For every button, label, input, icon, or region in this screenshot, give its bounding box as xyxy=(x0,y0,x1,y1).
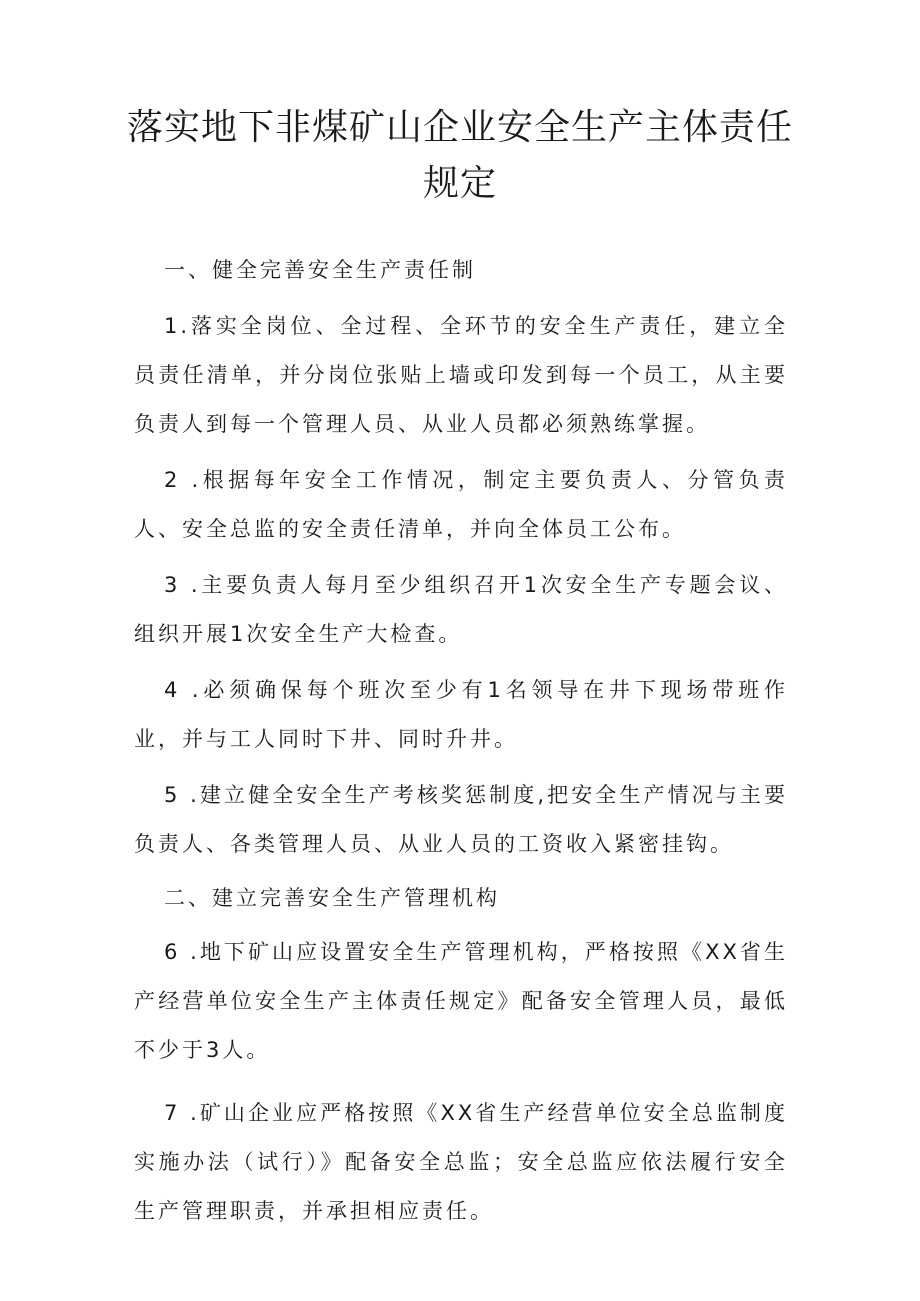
paragraph: 2 .根据每年安全工作情况，制定主要负责人、分管负责人、安全总监的安全责任清单，并向全体员工公布。 xyxy=(134,468,788,541)
paragraph: 4 .必须确保每个班次至少有1名领导在井下现场带班作业，并与工人同时下井、同时升井。 xyxy=(134,678,788,751)
paragraph: 5 .建立健全安全生产考核奖惩制度,把安全生产情况与主要负责人、各类管理人员、从业人员的工资收入紧密挂钩。 xyxy=(134,783,788,856)
paragraph: 3 .主要负责人每月至少组织召开1次安全生产专题会议、组织开展1次安全生产大检查。 xyxy=(134,573,788,646)
section-heading: 二、建立完善安全生产管理机构 xyxy=(164,886,500,910)
paragraph: 1.落实全岗位、全过程、全环节的安全生产责任，建立全员责任清单，并分岗位张贴上墙或印发到每一个员工，从主要负责人到每一个管理人员、从业人员都必须熟练掌握。 xyxy=(134,314,788,436)
section-heading: 一、健全完善安全生产责任制 xyxy=(164,258,476,282)
document-title: 落实地下非煤矿山企业安全生产主体责任规定 xyxy=(126,107,793,204)
paragraph: 6 .地下矿山应设置安全生产管理机构，严格按照《XX省生产经营单位安全生产主体责任规定》配备安全管理人员，最低不少于3人。 xyxy=(134,940,788,1062)
paragraph: 7 .矿山企业应严格按照《XX省生产经营单位安全总监制度实施办法（试行）》配备安全总监；安全总监应依法履行安全生产管理职责，并承担相应责任。 xyxy=(134,1101,788,1223)
document-body xyxy=(134,246,788,1236)
